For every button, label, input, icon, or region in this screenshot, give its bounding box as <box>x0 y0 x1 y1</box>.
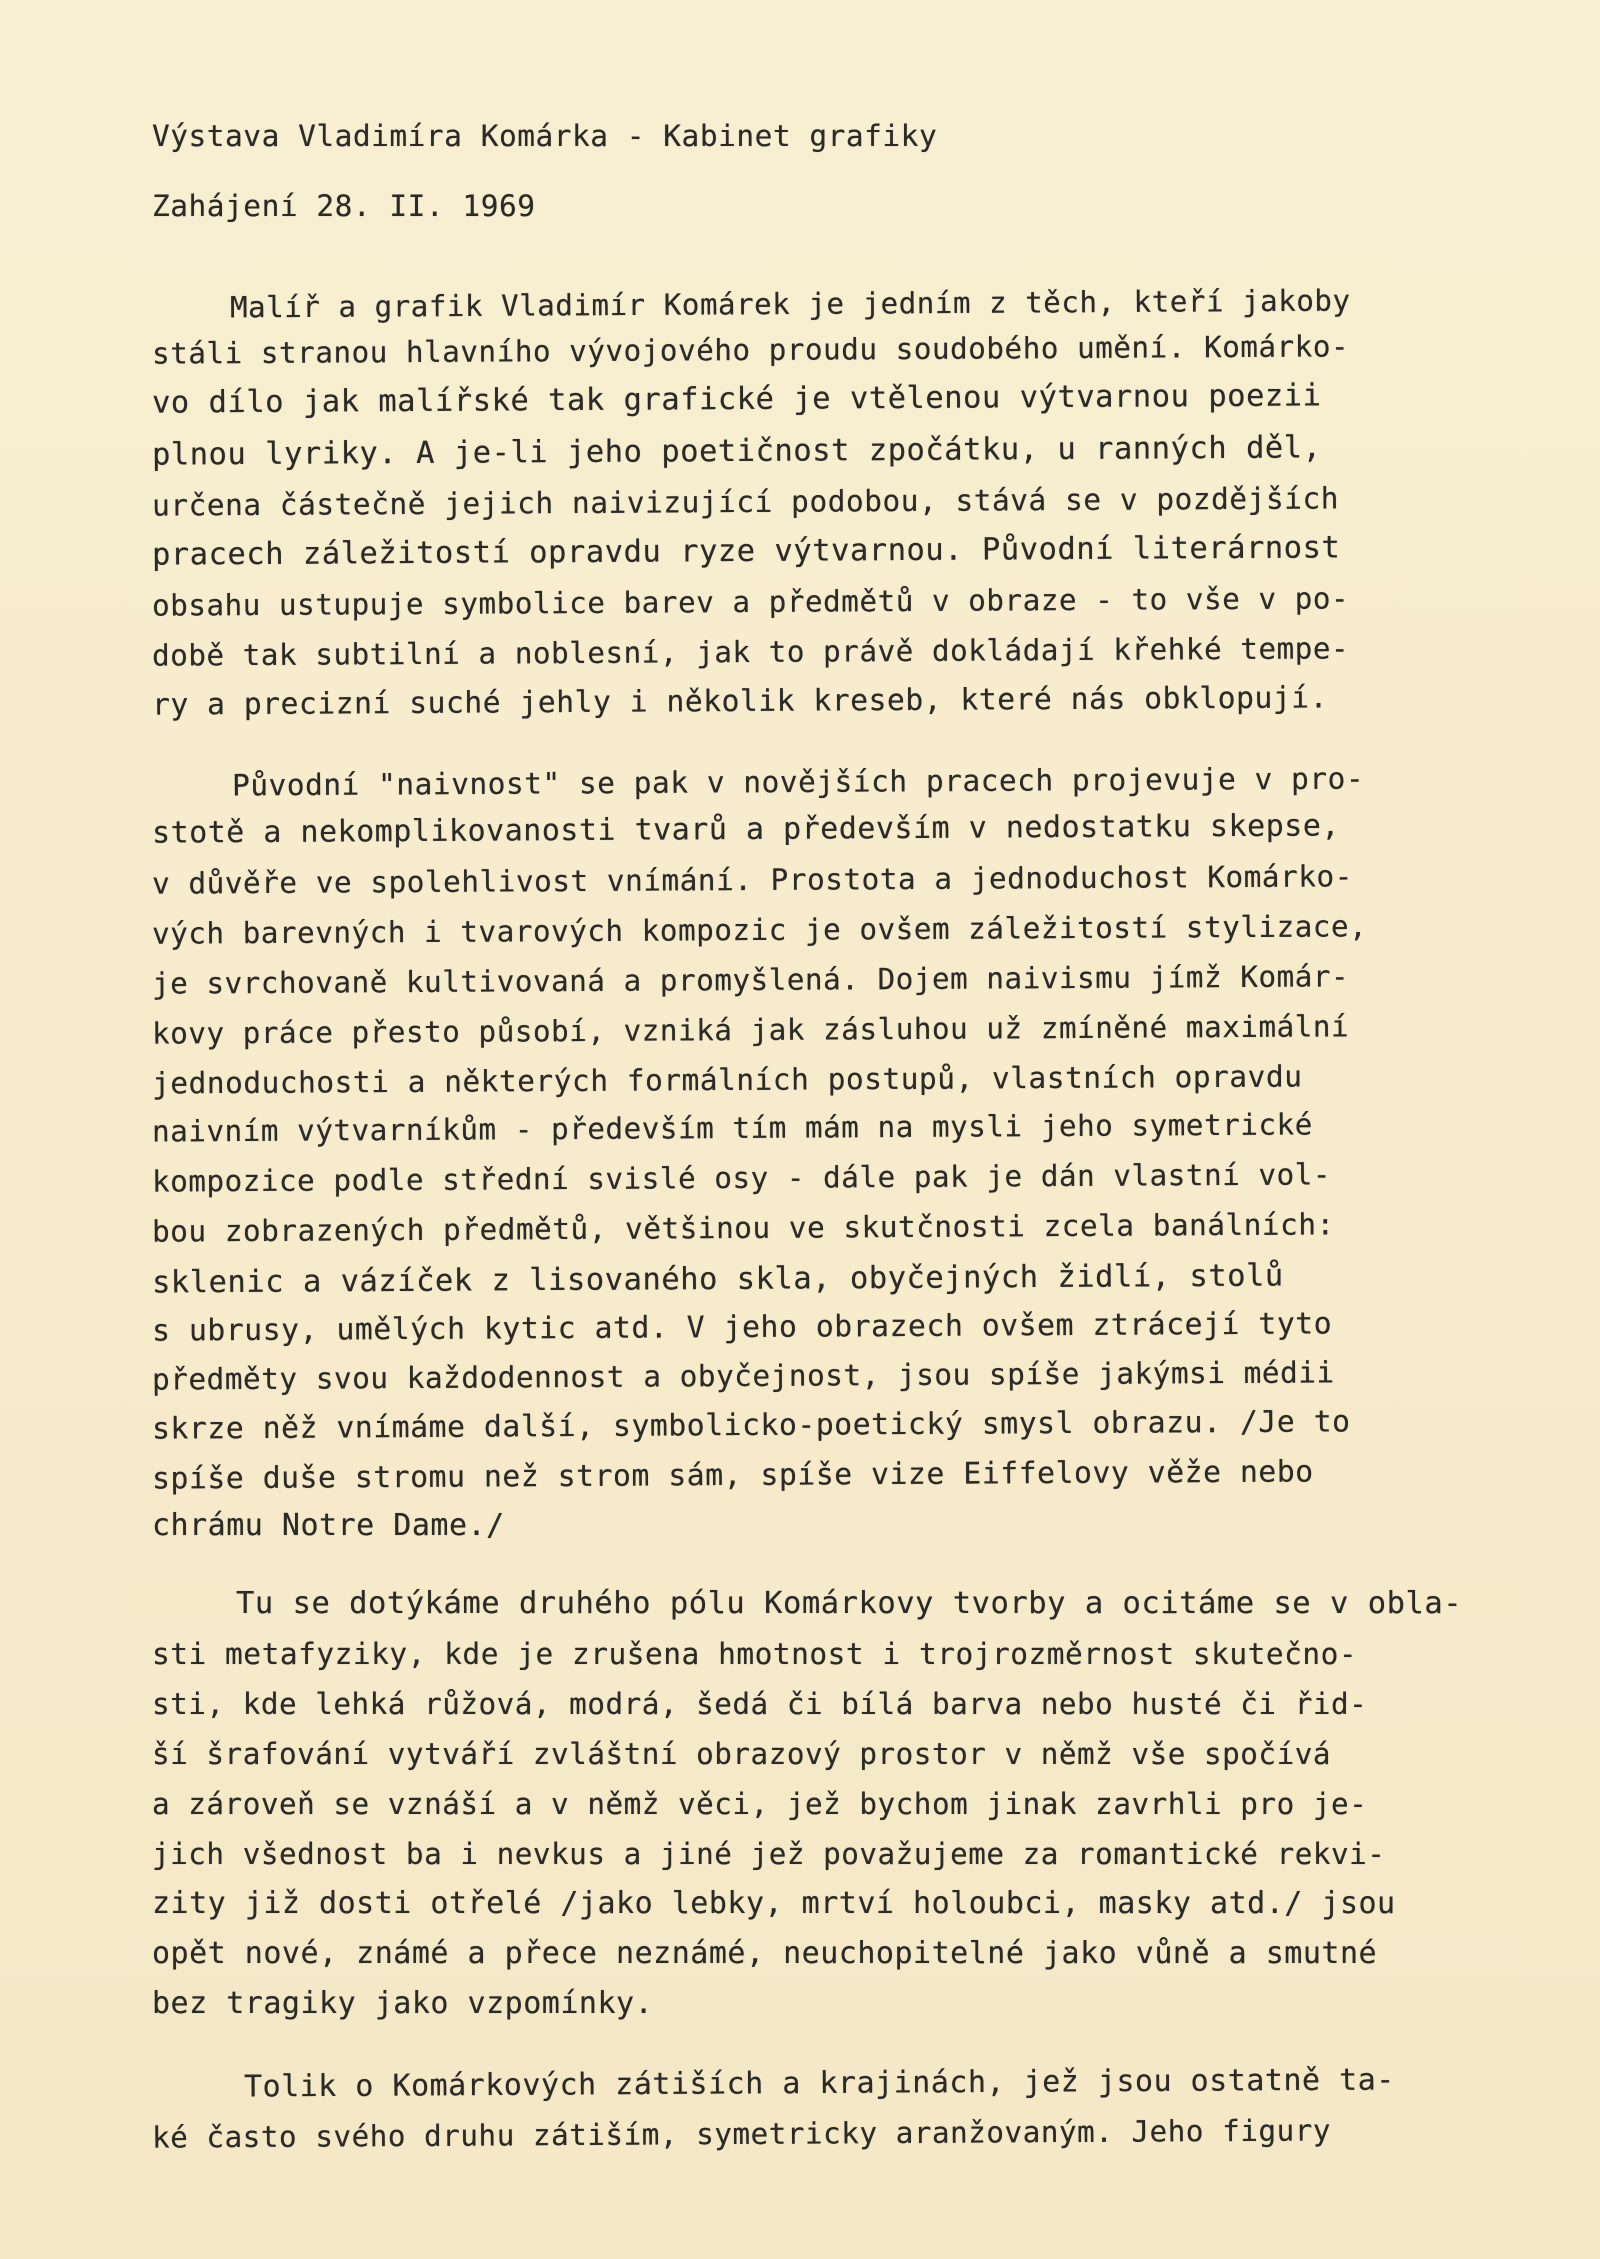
text-line: a zároveň se vznáší a v němž věci, jež bychom jinak zavrhli pro je- <box>152 1787 1368 1821</box>
text-line: opět nové, známé a přece neznámé, neuchopitelné jako vůně a smutné <box>152 1936 1378 1971</box>
text-line: Původní "naivnost" se pak v novějších pracech projevuje v pro- <box>231 761 1365 803</box>
text-line: ry a precizní suché jehly i několik kreseb, které nás obklopují. <box>151 680 1328 723</box>
text-line: plnou lyriky. A je-li jeho poetičnost zpočátku, u ranných děl, <box>151 430 1322 473</box>
text-line: sti, kde lehká růžová, modrá, šedá či bílá barva nebo husté či řid- <box>152 1687 1368 1721</box>
text-line: naivním výtvarníkům - především tím mám na mysli jeho symetrické <box>151 1107 1313 1149</box>
text-line: jich všednost ba i nevkus a jiné jež považujeme za romantické rekvi- <box>152 1837 1386 1871</box>
text-line: s ubrusy, umělých kytic atd. V jeho obrazech ovšem ztrácejí tyto <box>151 1306 1333 1349</box>
text-line: Tu se dotýkáme druhého pólu Komárkovy tvorby a ocitáme se v obla- <box>236 1586 1463 1621</box>
text-line: obsahu ustupuje symbolice barev a předmětů v obraze - to vše v po- <box>151 581 1350 623</box>
text-line: jednoduchosti a některých formálních postupů, vlastních opravdu <box>151 1059 1303 1101</box>
opening-date: Zahájení 28. II. 1969 <box>152 189 536 223</box>
text-line: je svrchovaně kultivovaná a promyšlená. Dojem naivismu jímž Komár- <box>151 959 1350 1001</box>
text-line: ší šrafování vytváří zvláštní obrazový prostor v němž vše spočívá <box>152 1737 1331 1771</box>
text-line: spíše duše stromu než strom sám, spíše vize Eiffelovy věže nebo <box>151 1454 1314 1497</box>
text-line: předměty svou každodennost a obyčejnost, jsou spíše jakýmsi médii <box>151 1355 1335 1397</box>
text-line: vo dílo jak malířské tak grafické je vtělenou výtvarnou poezii <box>151 378 1322 421</box>
text-line: určena částečně jejich naivizující podobou, stává se v pozdějších <box>151 481 1340 523</box>
text-line: chrámu Notre Dame./ <box>152 1508 505 1543</box>
text-line: bou zobrazených předmětů, většinou ve skutčnosti zcela banálních: <box>151 1207 1335 1249</box>
text-line: v důvěře ve spolehlivost vnímání. Prostota a jednoduchost Komárko- <box>151 859 1353 901</box>
text-line: kompozice podle střední svislé osy - dále pak je dán vlastní vol- <box>151 1157 1332 1199</box>
text-line: sklenic a vázíček z lisovaného skla, obyčejných židlí, stolů <box>151 1258 1284 1301</box>
text-line: ké často svého druhu zátiším, symetricky aranžovaným. Jeho figury <box>151 2113 1332 2155</box>
text-line: pracech záležitostí opravdu ryze výtvarnou. Původní literárnost <box>151 530 1341 573</box>
text-line: Malíř a grafik Vladimír Komárek je jedním z těch, kteří jakoby <box>229 283 1351 325</box>
text-line: době tak subtilní a noblesní, jak to právě dokládají křehké tempe- <box>151 631 1350 673</box>
text-line: stáli stranou hlavního vývojového proudu soudobého umění. Komárko- <box>151 329 1350 371</box>
text-line: vých barevných i tvarových kompozic je ovšem záležitostí stylizace, <box>151 909 1368 951</box>
exhibition-title: Výstava Vladimíra Komárka - Kabinet grafiky <box>152 119 938 153</box>
text-line: sti metafyziky, kde je zrušena hmotnost i trojrozměrnost skutečno- <box>152 1637 1358 1671</box>
text-line: kovy práce přesto působí, vzniká jak zásluhou už zmíněné maximální <box>151 1009 1350 1051</box>
text-line: zity již dosti otřelé /jako lebky, mrtví holoubci, masky atd./ jsou <box>152 1886 1396 1921</box>
text-line: bez tragiky jako vzpomínky. <box>152 1986 654 2021</box>
text-line: stotě a nekomplikovanosti tvarů a především v nedostatku skepse, <box>151 808 1341 851</box>
text-line: Tolik o Komárkových zátiších a krajinách, jež jsou ostatně ta- <box>243 2062 1395 2105</box>
text-line: skrze něž vnímáme další, symbolicko-poetický smysl obrazu. /Je to <box>151 1404 1351 1447</box>
